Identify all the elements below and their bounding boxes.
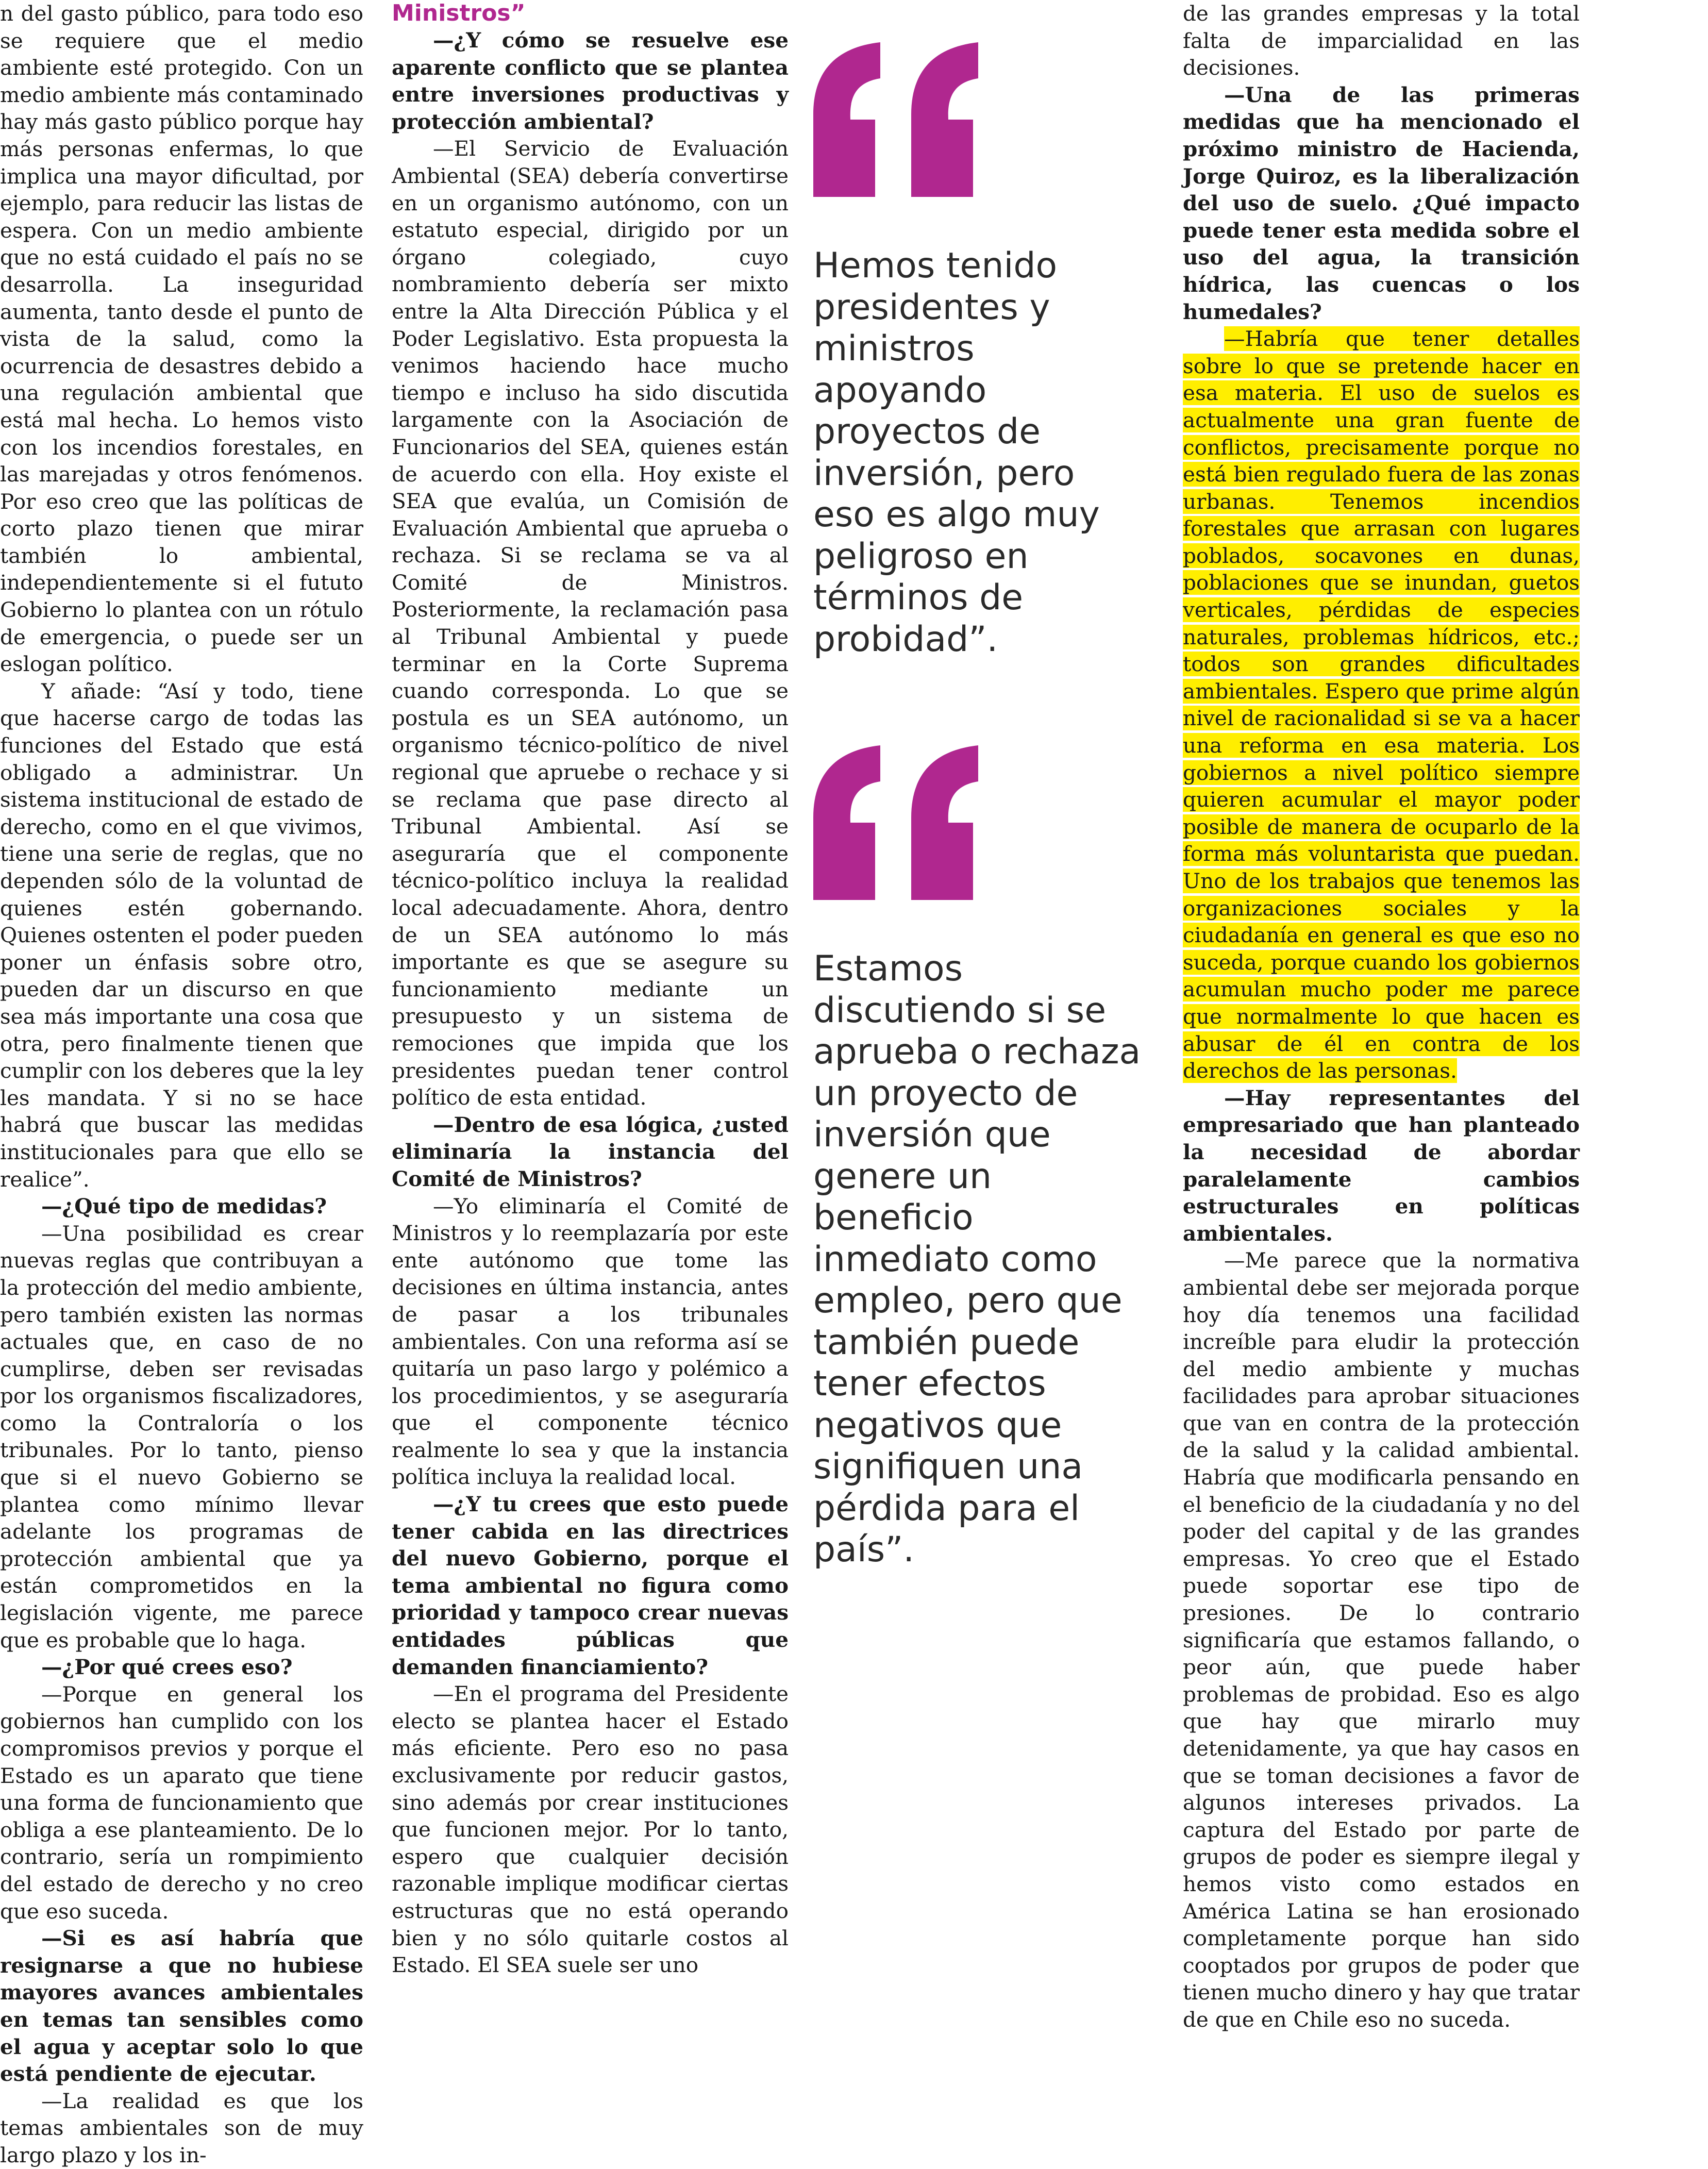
paragraph: de las grandes empresas y la total falta de imparcialidad en las decisiones. bbox=[1183, 1, 1580, 80]
quote-mark-icon bbox=[813, 42, 999, 202]
interview-question: —Una de las primeras medidas que ha mencionado el próximo ministro de Hacienda, Jorge Quiroz, es la liberalización del uso de suelo. ¿Qué impacto puede tener esta medida sobre el uso del agua, la transición hídrica, las cuencas o los humedales? bbox=[1183, 82, 1580, 324]
paragraph: n del gasto público, para todo eso se requiere que el medio ambiente esté protegido. Con un medio ambiente más contaminado hay más gasto público porque hay más personas enfermas, lo que implica una mayor dificultad, por ejemplo, para reducir las listas de espera. Con un medio ambiente que no está cuidado el país no se desarrolla. La inseguridad aumenta, tanto desde el punto de vista de la salud, como la ocurrencia de desastres debido a una regulación ambiental que está mal hecha. Lo hemos visto con los incendios forestales, en las marejadas y otros fenómenos. Por eso creo que las políticas de corto plazo tienen que mirar también lo ambiental, independientemente si el fututo Gobierno lo plantea con un rótulo de emergencia, o puede ser un eslogan político. bbox=[0, 1, 363, 677]
paragraph: Y añade: “Así y todo, tiene que hacerse cargo de todas las funciones del Estado que está obligado a administrar. Un sistema institucional de estado de derecho, como en el que vivimos, tiene una serie de reglas, que no dependen sólo de la voluntad de quienes estén gobernando. Quienes ostenten el poder pueden poner un énfasis sobre otro, pueden dar un discurso en que sea más importante una cosa que otra, pero finalmente tienen que cumplir con los deberes que la ley les mandata. Y si no se hace habrá que buscar las medidas institucionales para que ello se realice”. bbox=[0, 678, 363, 1192]
article-column-2 bbox=[392, 0, 789, 1979]
section-heading: Ministros” bbox=[392, 0, 526, 26]
paragraph: —La realidad es que los temas ambientales son de muy largo plazo y los in- bbox=[0, 2088, 363, 2167]
interview-question: —Dentro de esa lógica, ¿usted eliminaría la instancia del Comité de Ministros? bbox=[392, 1112, 789, 1191]
interview-question: —¿Por qué crees eso? bbox=[41, 1655, 293, 1680]
pull-quote: Hemos tenido presidentes y ministros apoyando proyectos de inversión, pero eso es algo muy peligroso en términos de probidad”. bbox=[813, 245, 1100, 660]
highlighted-paragraph bbox=[1183, 325, 1580, 1084]
paragraph: —Me parece que la normativa ambiental debe ser mejorada porque hoy día tenemos una facilidad increíble para eludir la protección del medio ambiente y muchas facilidades para aprobar situaciones que van en contra de la protección de la salud y la calidad ambiental. Habría que modificarla pensando en el beneficio de la ciudadanía y no del poder del capital y de las grandes empresas. Yo creo que el Estado puede soportar ese tipo de presiones. De lo contrario significaría que estamos fallando, o peor aún, que puede haber problemas de probidad. Eso es algo que hay que mirarlo muy detenidamente, ya que hay casos en que se toman decisiones a favor de algunos intereses privados. La captura del Estado por parte de grupos de poder es siempre ilegal y hemos visto como estados en América Latina se han erosionado completamente porque han sido cooptados por grupos de poder que tienen mucho dinero y hay que tratar de que en Chile eso no suceda. bbox=[1183, 1248, 1580, 2032]
paragraph: —En el programa del Presidente electo se plantea hacer el Estado más eficiente. Pero eso no pasa exclusivamente por reducir gastos, sino además por crear instituciones que funcionen mejor. Por lo tanto, espero que cualquier decisión razonable implique modificar ciertas estructuras que no está operando bien y no sólo quitarle costos al Estado. El SEA suele ser uno bbox=[392, 1681, 789, 1978]
pull-quote: Estamos discutiendo si se aprueba o rechaza un proyecto de inversión que genere un beneficio inmediato como empleo, pero que también puede tener efectos negativos que signifiquen una pérdida para el país”. bbox=[813, 948, 1141, 1570]
interview-question: —¿Y cómo se resuelve ese aparente conflicto que se plantea entre inversiones productivas y protección ambiental? bbox=[392, 28, 789, 134]
paragraph: —Yo eliminaría el Comité de Ministros y lo reemplazaría por este ente autónomo que tome las decisiones en última instancia, antes de pasar a los tribunales ambientales. Con una reforma así se quitaría un paso largo y polémico a los procedimientos, y se aseguraría que el componente técnico realmente lo sea y que la instancia política incluya la realidad local. bbox=[392, 1193, 789, 1490]
quote-mark-icon bbox=[813, 745, 999, 905]
paragraph: —Porque en general los gobiernos han cumplido con los compromisos previos y porque el Estado es un aparato que tiene una forma de funcionamiento que obliga a ese planteamiento. De lo contrario, sería un rompimiento del estado de derecho y no creo que eso suceda. bbox=[0, 1681, 363, 1924]
article-column-1 bbox=[0, 0, 363, 2169]
interview-question: —¿Qué tipo de medidas? bbox=[41, 1194, 327, 1219]
paragraph: —El Servicio de Evaluación Ambiental (SEA) debería convertirse en un organismo autónomo, con un estatuto especial, dirigido por un órgano colegiado, cuyo nombramiento debería ser mixto entre la Alta Dirección Pública y el Poder Legislativo. Esta propuesta la venimos haciendo hace mucho tiempo e incluso ha sido discutida largamente con la Asociación de Funcionarios del SEA, quienes están de acuerdo con ella. Hoy existe el SEA que evalúa, un Comisión de Evaluación Ambiental que aprueba o rechaza. Si se reclama se va al Comité de Ministros. Posteriormente, la reclamación pasa al Tribunal Ambiental y puede terminar en la Corte Suprema cuando corresponda. Lo que se postula es un SEA autónomo, un organismo técnico-político de nivel regional que apruebe o rechace y si se reclama que pase directo al Tribunal Ambiental. Así se aseguraría que el componente técnico-político incluya la realidad local adecuadamente. Ahora, dentro de un SEA autónomo lo más importante es que se asegure su funcionamiento mediante un presupuesto y un sistema de remociones que impida que los presidentes puedan tener control político de esta entidad. bbox=[392, 136, 789, 1110]
paragraph: —Una posibilidad es crear nuevas reglas que contribuyan a la protección del medio ambiente, pero también existen las normas actuales que, en caso de no cumplirse, deben ser revisadas por los organismos fiscalizadores, como la Contraloría o los tribunales. Por lo tanto, pienso que si el nuevo Gobierno se plantea como mínimo llevar adelante los programas de protección ambiental que ya están comprometidos en la legislación vigente, me parece que es probable que lo haga. bbox=[0, 1221, 363, 1653]
interview-question: —¿Y tu crees que esto puede tener cabida en las directrices del nuevo Gobierno, porque el tema ambiental no figura como prioridad y tampoco crear nuevas entidades públicas que demanden financiamiento? bbox=[392, 1492, 789, 1679]
highlight: —Habría que tener detalles sobre lo que se pretende hacer en esa materia. El uso de suelos es actualmente una gran fuente de conflictos, precisamente porque no está bien regulado fuera de las zonas urbanas. Tenemos incendios forestales que arrasan con lugares poblados, socavones en dunas, poblaciones que se inundan, guetos verticales, pérdidas de especies naturales, problemas hídricos, etc.; todos son grandes dificultades ambientales. Espero que prime algún nivel de racionalidad si se va a hacer una reforma en esa materia. Los gobiernos a nivel político siempre quieren acumular el mayor poder posible de manera de ocuparlo de la forma más voluntarista que puedan. Uno de los trabajos que tenemos las organizaciones sociales y la ciudadanía en general es que eso no suceda, porque cuando los gobiernos acumulan mucho poder me parece que normalmente lo que hacen es abusar de él en contra de los derechos de las personas. bbox=[1183, 326, 1580, 1083]
interview-question: —Si es así habría que resignarse a que no hubiese mayores avances ambientales en temas tan sensibles como el agua y aceptar solo lo que está pendiente de ejecutar. bbox=[0, 1926, 363, 2087]
article-column-4 bbox=[1183, 0, 1580, 2033]
interview-question: —Hay representantes del empresariado que han planteado la necesidad de abordar paralelamente cambios estructurales en políticas ambientales. bbox=[1183, 1085, 1580, 1246]
